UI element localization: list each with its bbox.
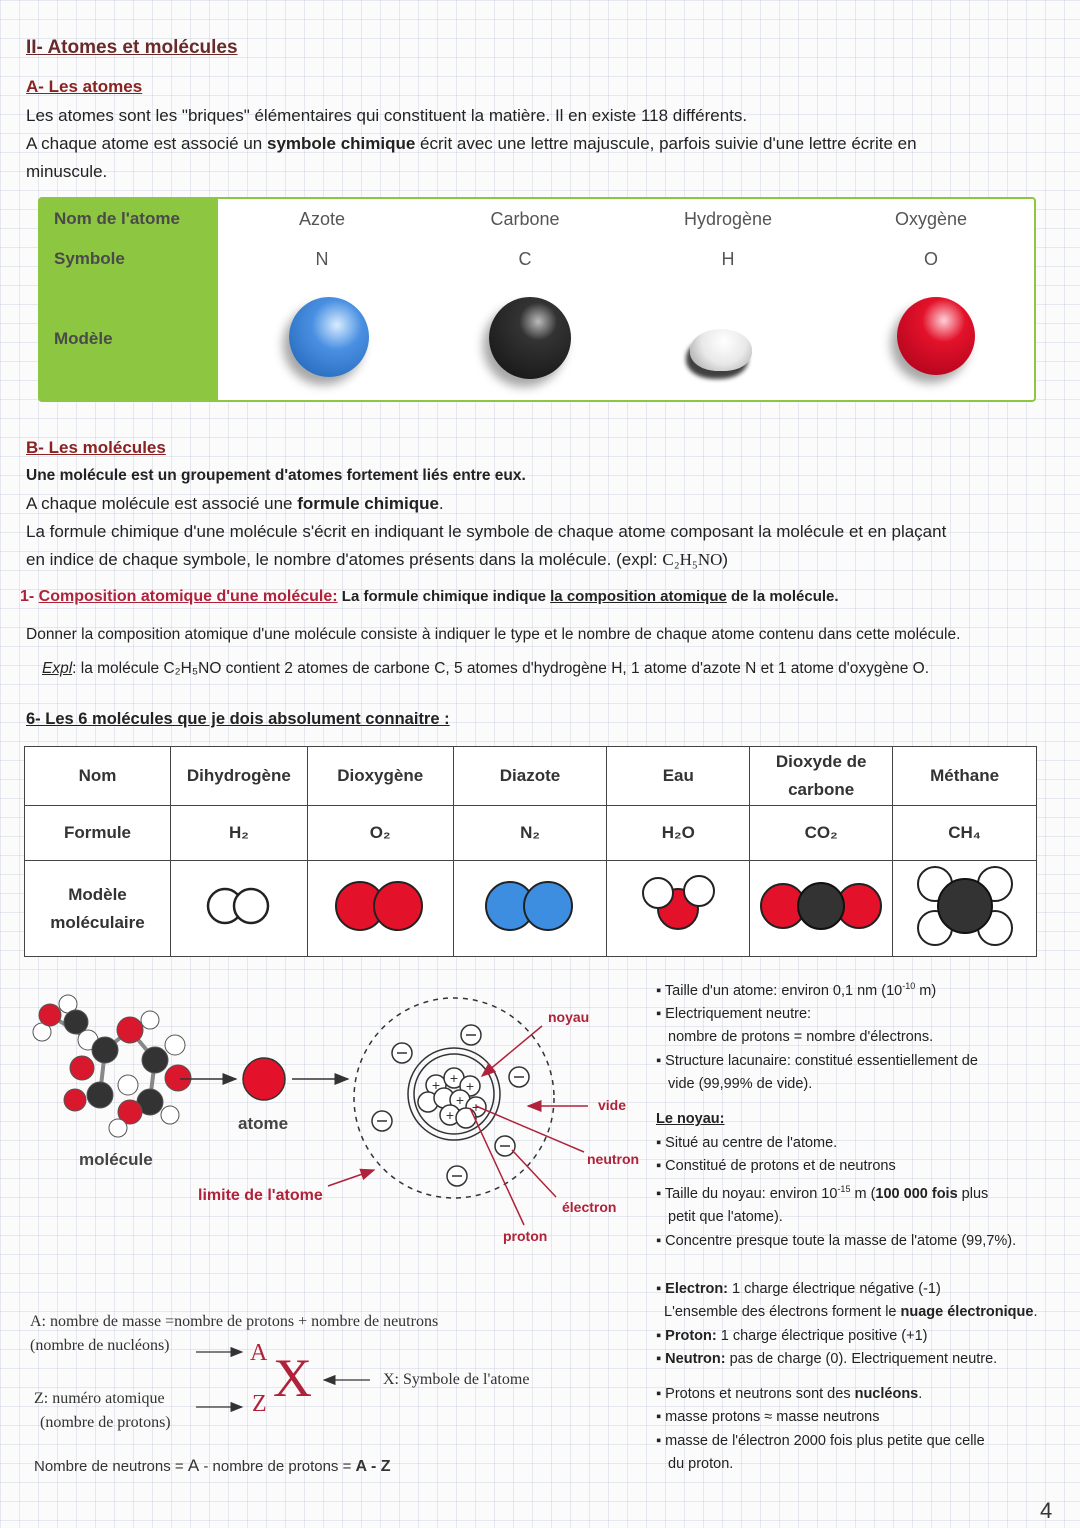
atom-name: Carbone <box>490 209 560 229</box>
row-label-formula: Formule <box>25 806 171 861</box>
atom-diagram <box>30 990 640 1260</box>
atoms-table-header-column <box>40 199 218 400</box>
label-limite: limite de l'atome <box>198 1187 323 1204</box>
composition-line: 1- Composition atomique d'une molécule: La formule chimique indique la composition atomique de la molécule. <box>20 588 839 605</box>
row-label-name: Nom de l'atome <box>54 209 180 228</box>
svg-text:+: + <box>445 1107 455 1123</box>
section-title: II- Atomes et molécules <box>26 37 238 58</box>
svg-text:+: + <box>471 1099 481 1115</box>
svg-text:+: + <box>455 1092 465 1108</box>
row-label-name: Nom <box>25 747 171 806</box>
svg-text:+: + <box>465 1078 475 1094</box>
composition-description: Donner la composition atomique d'une molécule consiste à indiquer le type et le nombre de chaque atome contenu dans cette molécule. <box>26 626 961 643</box>
hydrogen-ball <box>690 329 752 371</box>
mass-number-symbol: A <box>250 1340 268 1366</box>
notation-a-line: A: nombre de masse =nombre de protons + nombre de neutrons <box>30 1313 439 1330</box>
atom-name: Oxygène <box>894 209 968 229</box>
particle-facts: ▪ Electron: 1 charge électrique négative (-1) L'ensemble des électrons forment le nuage électronique. ▪ Proton: 1 charge électrique positive (+1) ▪ Neutron: pas de charge (0). Electriquement neutre. ▪ Protons et neutrons sont des nucléons. ▪ masse protons ≈ masse neutrons ▪ masse de l'électron 2000 fois plus petite que celle du proton. <box>656 1281 1038 1473</box>
six-molecules-title: 6- Les 6 molécules que je dois absolument connaitre : <box>26 710 450 728</box>
single-atom <box>243 1058 285 1100</box>
molecule-formula: CO₂ <box>750 806 893 861</box>
label-vide: vide <box>598 1097 627 1113</box>
molecules-title: B- Les molécules <box>26 438 166 457</box>
label-electron: électron <box>562 1199 617 1215</box>
carbon-ball <box>489 297 571 379</box>
notation-x-label: X: Symbole de l'atome <box>383 1371 530 1388</box>
model-h2o <box>607 861 750 957</box>
oxygen-ball <box>897 297 975 375</box>
svg-text:+: + <box>431 1077 441 1093</box>
molecule-formula: H₂ <box>170 806 307 861</box>
row-label-model: Modèle moléculaire <box>25 861 171 957</box>
molecules-paragraph: A chaque molécule est associé une formule chimique. La formule chimique d'une molécule s'écrit en indiquant le symbole de chaque atome composant la molécule et en plaçant en indice de chaque symbole, le nombre d'atomes présents dans la molécule. (expl: C₂H₅NO) <box>26 494 947 569</box>
molecule-formula: CH₄ <box>893 806 1037 861</box>
svg-text:+: + <box>449 1070 459 1086</box>
atom-name: Hydrogène <box>683 209 773 229</box>
atoms-table <box>38 197 1036 402</box>
atom-name: Azote <box>298 209 346 229</box>
molecule-name: Dioxyde de carbone <box>750 747 893 806</box>
molecule-formula: H₂O <box>607 806 750 861</box>
molecule-formula: N₂ <box>453 806 607 861</box>
label-proton: proton <box>503 1228 548 1244</box>
atom-symbol: N <box>315 249 329 269</box>
notation-z-paren: (nombre de protons) <box>40 1414 171 1431</box>
molecule-definition: Une molécule est un groupement d'atomes fortement liés entre eux. <box>26 467 526 484</box>
row-label-symbol: Symbole <box>54 249 125 268</box>
atoms-title: A- Les atomes <box>26 77 143 96</box>
model-co2 <box>750 861 893 957</box>
label-molecule: molécule <box>79 1150 153 1169</box>
model-o2 <box>307 861 453 957</box>
model-h2 <box>170 861 307 957</box>
atom-symbol: H <box>721 249 735 269</box>
model-ch4 <box>893 861 1037 957</box>
atoms-paragraph: Les atomes sont les "briques" élémentaires qui constituent la matière. Il en existe 118 différents. A chaque atome est associé un symbole chimique écrit avec une lettre majuscule, parfois suivie d'une lettre écrite en minuscule. <box>26 106 917 181</box>
molecule-name: Méthane <box>893 747 1037 806</box>
molecule-name: Eau <box>607 747 750 806</box>
composition-example: Expl: la molécule C₂H₅NO contient 2 atomes de carbone C, 5 atomes d'hydrogène H, 1 atome d'azote N et 1 atome d'oxygène O. <box>42 660 930 677</box>
molecules-table <box>24 746 1037 957</box>
atom-symbol: O <box>923 249 938 269</box>
label-neutron: neutron <box>587 1151 640 1167</box>
neutron-count-formula: Nombre de neutrons = A - nombre de protons = A - Z <box>34 1456 391 1475</box>
label-atome: atome <box>238 1114 289 1133</box>
glucose-molecule-model <box>33 995 191 1137</box>
molecule-name: Dihydrogène <box>170 747 307 806</box>
page-number: 4 <box>1040 1498 1053 1523</box>
label-noyau: noyau <box>548 1009 590 1025</box>
molecule-name: Diazote <box>453 747 607 806</box>
molecule-name: Dioxygène <box>307 747 453 806</box>
element-symbol: X <box>273 1348 312 1408</box>
atom-facts: ▪ Taille d'un atome: environ 0,1 nm ($10^{-10}$ m) ▪ Electriquement neutre: nombre de protons = nombre d'électrons. ▪ Structure lacunaire: constitué essentiellement de vide (99,99% de vide). Le noyau: ▪ Situé au centre de l'atome. ▪ Constitué de protons et de neutrons ▪ Taille du noyau: environ $10^{-15}$ m (100 000 fois plus petit que l'atome). ▪ Concentre presque toute la masse de l'atome (99,7%). <box>656 981 1017 1249</box>
notation-a-paren: (nombre de nucléons) <box>30 1337 170 1354</box>
atom-symbol: C <box>518 249 532 269</box>
row-label-model: Modèle <box>54 329 113 348</box>
atomic-number-symbol: Z <box>252 1391 267 1417</box>
molecule-formula: O₂ <box>307 806 453 861</box>
notation-z-line: Z: numéro atomique <box>34 1390 165 1407</box>
model-n2 <box>453 861 607 957</box>
nitrogen-ball <box>289 297 369 377</box>
